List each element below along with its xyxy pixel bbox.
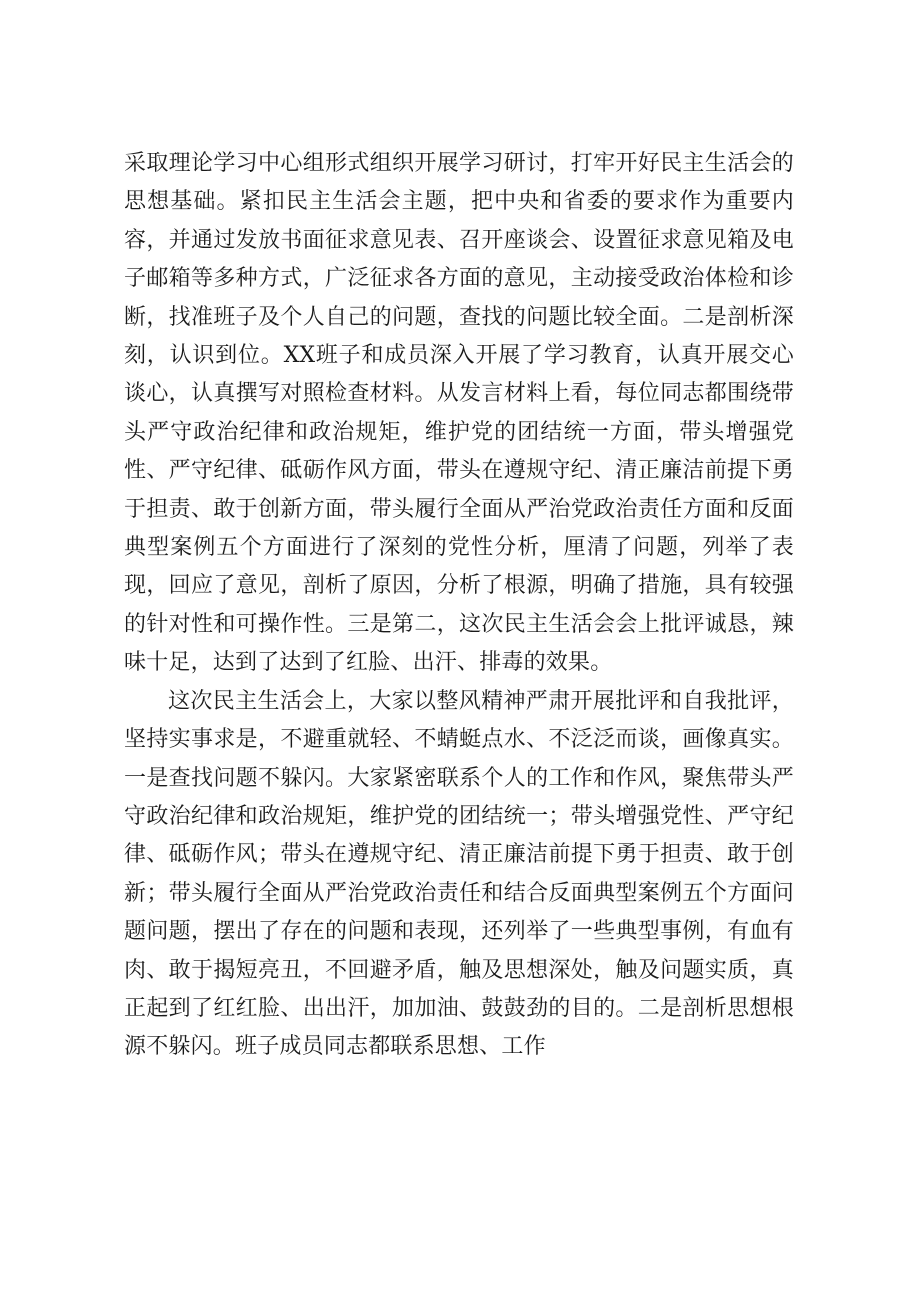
paragraph-1: 采取理论学习中心组形式组织开展学习研讨，打牢开好民主生活会的思想基础。紧扣民主生活会主题，把中央和省委的要求作为重要内容，并通过发放书面征求意见表、召开座谈会、设置征求意见箱及电子邮箱等多种方式，广泛征求各方面的意见，主动接受政治体检和诊断，找准班子及个人自己的问题，查找的问题比较全面。二是剖析深刻，认识到位。XX班子和成员深入开展了学习教育，认真开展交心谈心，认真撰写对照检查材料。从发言材料上看，每位同志都围绕带头严守政治纪律和政治规矩，维护党的团结统一方面，带头增强党性、严守纪律、砥砺作风方面，带头在遵规守纪、清正廉洁前提下勇于担责、敢于创新方面，带头履行全面从严治党政治责任方面和反面典型案例五个方面进行了深刻的党性分析，厘清了问题，列举了表现，回应了意见，剖析了原因，分析了根源，明确了措施，具有较强的针对性和可操作性。三是第二，这次民主生活会会上批评诚恳，辣味十足，达到了达到了红脸、出汗、排毒的效果。 — [124, 151, 794, 676]
paragraph-2: 这次民主生活会上，大家以整风精神严肃开展批评和自我批评，坚持实事求是，不避重就轻、不蜻蜓点水、不泛泛而谈，画像真实。一是查找问题不躲闪。大家紧密联系个人的工作和作风，聚焦带头严守政治纪律和政治规矩，维护党的团结统一；带头增强党性、严守纪律、砥砺作风；带头在遵规守纪、清正廉洁前提下勇于担责、敢于创新；带头履行全面从严治党政治责任和结合反面典型案例五个方面问题问题，摆出了存在的问题和表现，还列举了一些典型事例，有血有肉、敢于揭短亮丑，不回避矛盾，触及思想深处，触及问题实质，真正起到了红红脸、出出汗，加加油、鼓鼓劲的目的。二是剖析思想根源不躲闪。班子成员同志都联系思想、工作 — [124, 688, 794, 1060]
document-body — [124, 145, 794, 1067]
